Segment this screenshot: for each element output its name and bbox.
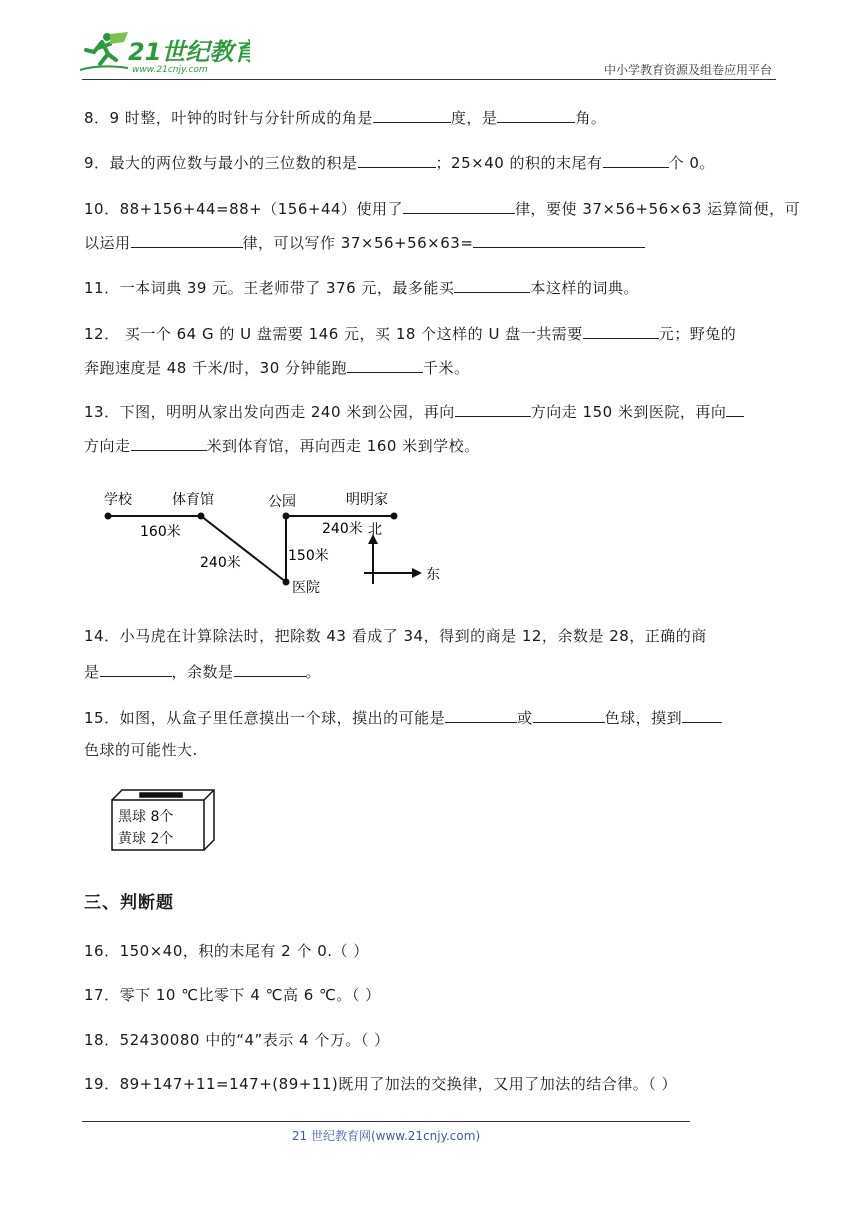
q10-blank-1[interactable]	[403, 197, 515, 214]
q14-blank-2[interactable]	[234, 660, 306, 677]
q19-text: 19．89+147+11=147+(89+11)既用了加法的交换律，又用了加法的结合律。（ ）	[84, 1075, 678, 1093]
compass-icon	[364, 534, 422, 584]
q12-text-d: 千米。	[423, 359, 470, 377]
q15-text-a: 15．如图，从盒子里任意摸出一个球，摸出的可能是	[84, 709, 446, 727]
q15-blank-1[interactable]	[445, 706, 517, 723]
q9-blank-1[interactable]	[358, 151, 436, 168]
q9-blank-2[interactable]	[603, 151, 669, 168]
q12-text-c: 奔跑速度是 48 千米/时，30 分钟能跑	[84, 359, 348, 377]
section-title: 三、判断题	[84, 893, 174, 913]
question-14-line-1	[84, 626, 784, 646]
q14-text-d: 。	[305, 663, 322, 681]
q12-text-a: 12． 买一个 64 G 的 U 盘需要 146 元，买 18 个这样的 U 盘一共需要	[84, 325, 583, 343]
q14-text-c: ，余数是	[171, 663, 234, 681]
question-17	[84, 985, 784, 1005]
q13-text-b: 方向走 150 米到医院，再向	[530, 403, 727, 421]
question-15-line-2	[84, 740, 784, 760]
q8-text-b: 度，是	[450, 109, 498, 127]
q12-text-b: 元；野兔的	[658, 325, 737, 343]
q10-text-b: 律，要使 37×56+56×63 运算简便，可	[515, 200, 801, 218]
label-150m: 150米	[288, 548, 329, 564]
footer-divider	[82, 1121, 690, 1122]
site-logo	[80, 30, 250, 76]
q9-text-a: 9．最大的两位数与最小的三位数的积是	[84, 154, 358, 172]
q18-text: 18．52430080 中的“4”表示 4 个万。（ ）	[84, 1031, 390, 1049]
question-18	[84, 1030, 784, 1050]
footer-link[interactable]: 21 世纪教育网(www.21cnjy.com)	[291, 1129, 481, 1143]
home-point	[391, 513, 398, 520]
q15-text-d: 色球的可能性大.	[84, 741, 198, 759]
question-12-line-2	[84, 356, 784, 378]
label-school: 学校	[104, 492, 132, 508]
black-ball-label: 黑球 8个	[118, 809, 174, 825]
gym-point	[198, 513, 205, 520]
q8-blank-1[interactable]	[373, 106, 451, 123]
q11-text-b: 本这样的词典。	[530, 279, 639, 297]
q13-blank-3[interactable]	[131, 434, 207, 451]
q10-blank-3[interactable]	[473, 231, 645, 248]
question-9	[84, 151, 784, 173]
q13-blank-2[interactable]	[726, 400, 744, 417]
q13-text-c: 方向走	[84, 437, 131, 455]
q12-blank-1[interactable]	[583, 322, 659, 339]
q10-text-a: 10．88+156+44=88+（156+44）使用了	[84, 200, 404, 218]
question-15-line-1	[84, 706, 784, 728]
question-13-line-2	[84, 434, 784, 456]
header-divider	[82, 79, 776, 80]
q9-text-c: 个 0。	[668, 154, 715, 172]
q11-blank-1[interactable]	[454, 276, 530, 293]
q8-blank-2[interactable]	[497, 106, 575, 123]
q8-text-c: 角。	[575, 109, 607, 127]
label-gym: 体育馆	[172, 492, 214, 508]
question-14-line-2	[84, 660, 784, 682]
q11-text-a: 11．一本词典 39 元。王老师带了 376 元，最多能买	[84, 279, 455, 297]
q10-blank-2[interactable]	[131, 231, 243, 248]
label-160m: 160米	[140, 524, 181, 540]
q12-blank-2[interactable]	[347, 356, 423, 373]
q14-text-a: 14．小马虎在计算除法时，把除数 43 看成了 34，得到的商是 12，余数是 28，正确的商	[84, 627, 707, 645]
ball-box-figure	[110, 788, 222, 854]
label-home: 明明家	[346, 492, 388, 508]
hospital-point	[283, 579, 290, 586]
logo-text: 21世纪教育	[128, 38, 250, 66]
label-east: 东	[426, 567, 440, 583]
q13-blank-1[interactable]	[455, 400, 531, 417]
question-12-line-1	[84, 322, 784, 344]
q14-blank-1[interactable]	[100, 660, 172, 677]
q15-text-b: 或	[517, 709, 533, 727]
label-park: 公园	[268, 494, 296, 510]
label-240m-top: 240米	[322, 521, 363, 537]
q14-text-b: 是	[84, 663, 100, 681]
question-13-line-1	[84, 400, 784, 422]
q10-text-c: 以运用	[84, 234, 131, 252]
label-240m-diag: 240米	[200, 555, 241, 571]
route-map-figure	[96, 484, 456, 600]
q13-text-d: 米到体育馆，再向西走 160 米到学校。	[206, 437, 480, 455]
label-hospital: 医院	[292, 580, 320, 596]
gym-hospital-path	[201, 516, 286, 582]
q10-text-d: 律，可以写作 37×56+56×63=	[242, 234, 474, 252]
runner-icon	[86, 32, 128, 64]
q15-text-c: 色球，摸到	[604, 709, 683, 727]
q15-blank-3[interactable]	[682, 706, 722, 723]
q13-text-a: 13．下图，明明从家出发向西走 240 米到公园，再向	[84, 403, 455, 421]
question-8	[84, 106, 784, 128]
q9-text-b: ；25×40 的积的末尾有	[435, 154, 603, 172]
question-11	[84, 276, 784, 298]
question-10-line-2	[84, 231, 784, 253]
logo-url: www.21cnjy.com	[132, 65, 208, 75]
park-point	[283, 513, 290, 520]
label-north: 北	[368, 522, 382, 538]
school-point	[105, 513, 112, 520]
platform-name: 中小学教育资源及组卷应用平台	[603, 63, 772, 77]
q17-text: 17．零下 10 ℃比零下 4 ℃高 6 ℃。（ ）	[84, 986, 381, 1004]
question-10-line-1	[84, 197, 801, 219]
q15-blank-2[interactable]	[533, 706, 605, 723]
question-19	[84, 1074, 784, 1094]
q16-text: 16．150×40，积的末尾有 2 个 0.（ ）	[84, 942, 369, 960]
yellow-ball-label: 黄球 2个	[118, 831, 174, 847]
question-16	[84, 941, 784, 961]
q8-text-a: 8．9 时整，叶钟的时针与分针所成的角是	[84, 109, 373, 127]
